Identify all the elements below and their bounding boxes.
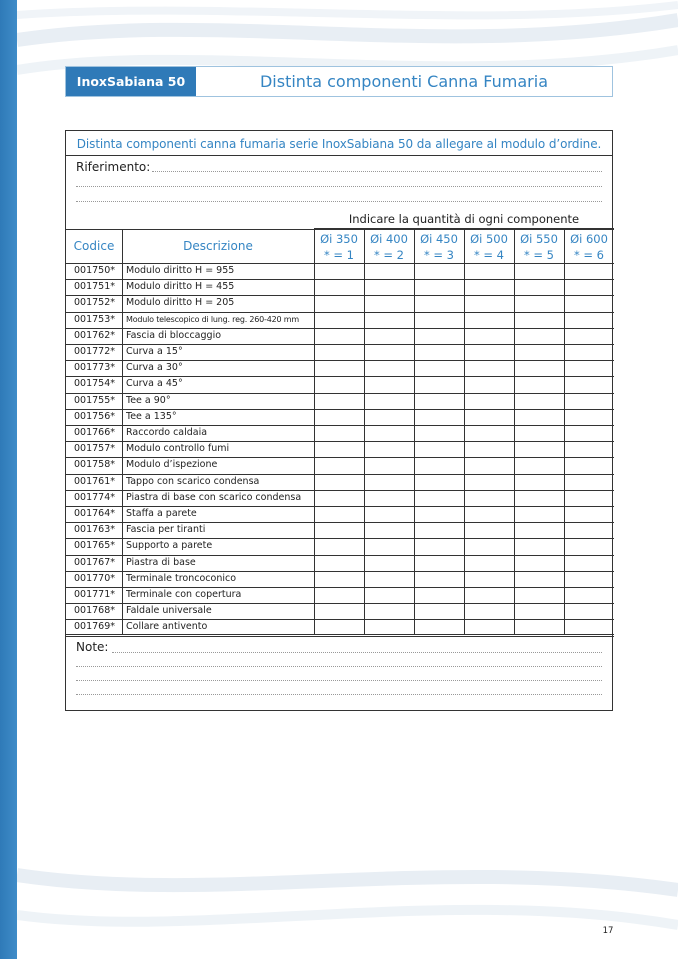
table-row xyxy=(66,295,614,311)
component-code: 001774* xyxy=(74,491,116,503)
quantity-cell[interactable] xyxy=(464,263,514,279)
size-header-diameter: Øi 500 xyxy=(470,232,508,246)
component-code: 001750* xyxy=(74,265,116,276)
quantity-cell[interactable] xyxy=(464,425,514,441)
quantity-cell[interactable] xyxy=(514,393,564,409)
column-divider xyxy=(314,229,315,634)
quantity-cell[interactable] xyxy=(464,441,514,457)
quantity-cell[interactable] xyxy=(364,344,414,360)
table-row xyxy=(66,474,614,490)
component-code: 001768* xyxy=(74,605,116,617)
quantity-cell[interactable] xyxy=(364,409,414,425)
size-header-key: * = 1 xyxy=(323,248,354,262)
form-intro: Distinta componenti canna fumaria serie InoxSabiana 50 da allegare al modulo d’ordine. xyxy=(76,137,602,151)
quantity-cell[interactable] xyxy=(564,619,614,635)
quantity-cell[interactable] xyxy=(514,619,564,635)
background-swoosh-bottom xyxy=(17,845,678,959)
size-column-divider xyxy=(514,229,515,634)
quantity-heading: Indicare la quantità di ogni componente xyxy=(348,212,580,226)
quantity-cell[interactable] xyxy=(414,263,464,279)
quantity-cell[interactable] xyxy=(564,571,614,587)
quantity-cell[interactable] xyxy=(414,425,464,441)
quantity-cell[interactable] xyxy=(564,506,614,522)
table-row xyxy=(66,603,614,619)
quantity-cell[interactable] xyxy=(414,312,464,328)
quantity-cell[interactable] xyxy=(414,538,464,554)
page-header xyxy=(65,66,613,97)
quantity-cell[interactable] xyxy=(364,474,414,490)
quantity-cell[interactable] xyxy=(364,360,414,376)
quantity-cell[interactable] xyxy=(364,425,414,441)
quantity-cell[interactable] xyxy=(314,555,364,571)
column-divider xyxy=(122,229,123,634)
quantity-cell[interactable] xyxy=(564,425,614,441)
table-row xyxy=(66,360,614,376)
component-code: 001765* xyxy=(74,540,116,552)
table-row xyxy=(66,555,614,571)
quantity-cell[interactable] xyxy=(564,393,614,409)
quantity-cell[interactable] xyxy=(464,295,514,311)
component-description: Faldale universale xyxy=(126,605,212,617)
quantity-cell[interactable] xyxy=(564,328,614,344)
quantity-cell[interactable] xyxy=(364,279,414,295)
quantity-cell[interactable] xyxy=(564,312,614,328)
quantity-cell[interactable] xyxy=(314,393,364,409)
quantity-cell[interactable] xyxy=(314,409,364,425)
quantity-cell[interactable] xyxy=(414,279,464,295)
quantity-cell[interactable] xyxy=(314,344,364,360)
quantity-cell[interactable] xyxy=(314,538,364,554)
quantity-cell[interactable] xyxy=(364,555,414,571)
quantity-cell[interactable] xyxy=(464,538,514,554)
size-column-divider xyxy=(564,229,565,634)
component-description: Tappo con scarico condensa xyxy=(126,475,260,487)
quantity-cell[interactable] xyxy=(314,312,364,328)
product-tag: InoxSabiana 50 xyxy=(66,67,196,96)
quantity-cell[interactable] xyxy=(364,506,414,522)
quantity-cell[interactable] xyxy=(314,571,364,587)
component-description: Curva a 15° xyxy=(126,346,183,357)
quantity-cell[interactable] xyxy=(514,328,564,344)
component-description: Modulo diritto H = 955 xyxy=(126,265,235,276)
quantity-cell[interactable] xyxy=(464,490,514,506)
quantity-cell[interactable] xyxy=(314,522,364,538)
reference-input-line[interactable] xyxy=(152,171,602,172)
quantity-cell[interactable] xyxy=(464,344,514,360)
quantity-cell[interactable] xyxy=(564,376,614,392)
quantity-cell[interactable] xyxy=(414,603,464,619)
quantity-cell[interactable] xyxy=(464,555,514,571)
quantity-cell[interactable] xyxy=(314,360,364,376)
size-header-key: * = 6 xyxy=(573,248,604,262)
quantity-cell[interactable] xyxy=(414,490,464,506)
quantity-cell[interactable] xyxy=(414,295,464,311)
column-header-description: Descrizione xyxy=(183,239,253,253)
note-input-line[interactable] xyxy=(76,680,602,681)
row-divider xyxy=(66,636,614,637)
reference-input-line[interactable] xyxy=(76,201,602,202)
table-bottom-border xyxy=(66,634,614,635)
quantity-cell[interactable] xyxy=(514,587,564,603)
quantity-cell[interactable] xyxy=(414,522,464,538)
intro-divider xyxy=(66,155,612,156)
quantity-cell[interactable] xyxy=(514,312,564,328)
order-form xyxy=(65,130,613,711)
quantity-cell[interactable] xyxy=(364,328,414,344)
quantity-cell[interactable] xyxy=(514,603,564,619)
table-row xyxy=(66,490,614,506)
component-description: Piastra di base xyxy=(126,556,196,568)
component-description: Modulo diritto H = 455 xyxy=(126,281,235,293)
page-title: Distinta componenti Canna Fumaria xyxy=(259,72,548,91)
quantity-cell[interactable] xyxy=(364,393,414,409)
quantity-cell[interactable] xyxy=(514,441,564,457)
background-swoosh-top xyxy=(17,0,678,120)
component-code: 001751* xyxy=(74,281,116,293)
quantity-cell[interactable] xyxy=(314,263,364,279)
quantity-cell[interactable] xyxy=(414,360,464,376)
component-code: 001763* xyxy=(74,524,116,536)
quantity-cell[interactable] xyxy=(314,506,364,522)
quantity-cell[interactable] xyxy=(464,619,514,635)
quantity-cell[interactable] xyxy=(464,506,514,522)
size-column-divider xyxy=(414,229,415,634)
component-code: 001769* xyxy=(74,621,116,633)
size-header-key: * = 4 xyxy=(473,248,504,262)
column-header-code: Codice xyxy=(73,239,115,253)
component-description: Modulo controllo fumi xyxy=(126,443,230,455)
table-row xyxy=(66,328,614,344)
quantity-cell[interactable] xyxy=(364,619,414,635)
table-row xyxy=(66,263,614,279)
table-row xyxy=(66,538,614,554)
quantity-cell[interactable] xyxy=(464,328,514,344)
quantity-cell[interactable] xyxy=(414,587,464,603)
quantity-cell[interactable] xyxy=(364,490,414,506)
quantity-cell[interactable] xyxy=(514,425,564,441)
table-row xyxy=(66,376,614,392)
quantity-cell[interactable] xyxy=(564,457,614,473)
table-row xyxy=(66,571,614,587)
quantity-cell[interactable] xyxy=(364,603,414,619)
quantity-cell[interactable] xyxy=(314,603,364,619)
table-row xyxy=(66,522,614,538)
reference-label: Riferimento: xyxy=(76,160,151,174)
component-code: 001767* xyxy=(74,556,116,568)
quantity-cell[interactable] xyxy=(564,295,614,311)
component-description: Fascia di bloccaggio xyxy=(126,329,222,341)
quantity-cell[interactable] xyxy=(414,393,464,409)
quantity-cell[interactable] xyxy=(514,344,564,360)
quantity-cell[interactable] xyxy=(414,409,464,425)
component-code: 001753* xyxy=(74,313,116,325)
table-top-border xyxy=(66,229,614,230)
quantity-cell[interactable] xyxy=(564,360,614,376)
component-code: 001766* xyxy=(74,427,116,438)
quantity-cell[interactable] xyxy=(314,328,364,344)
quantity-cell[interactable] xyxy=(564,603,614,619)
quantity-cell[interactable] xyxy=(564,441,614,457)
quantity-cell[interactable] xyxy=(314,376,364,392)
note-input-line[interactable] xyxy=(112,652,602,653)
component-description: Terminale troncoconico xyxy=(126,572,237,584)
quantity-cell[interactable] xyxy=(514,376,564,392)
component-code: 001772* xyxy=(74,346,116,357)
quantity-cell[interactable] xyxy=(314,619,364,635)
note-input-line[interactable] xyxy=(76,666,602,667)
quantity-cell[interactable] xyxy=(514,522,564,538)
quantity-cell[interactable] xyxy=(514,360,564,376)
table-row xyxy=(66,457,614,473)
quantity-cell[interactable] xyxy=(314,279,364,295)
component-code: 001773* xyxy=(74,362,116,374)
quantity-cell[interactable] xyxy=(464,360,514,376)
quantity-cell[interactable] xyxy=(564,522,614,538)
quantity-cell[interactable] xyxy=(514,474,564,490)
quantity-cell[interactable] xyxy=(414,474,464,490)
size-column-divider xyxy=(464,229,465,634)
quantity-cell[interactable] xyxy=(364,295,414,311)
quantity-cell[interactable] xyxy=(564,279,614,295)
quantity-cell[interactable] xyxy=(564,538,614,554)
table-row xyxy=(66,344,614,360)
quantity-cell[interactable] xyxy=(464,312,514,328)
quantity-cell[interactable] xyxy=(314,474,364,490)
component-code: 001757* xyxy=(74,443,116,455)
size-header-key: * = 2 xyxy=(373,248,404,262)
quantity-cell[interactable] xyxy=(514,409,564,425)
quantity-cell[interactable] xyxy=(464,603,514,619)
quantity-cell[interactable] xyxy=(564,263,614,279)
quantity-cell[interactable] xyxy=(314,490,364,506)
quantity-cell[interactable] xyxy=(464,571,514,587)
table-row xyxy=(66,506,614,522)
quantity-cell[interactable] xyxy=(414,555,464,571)
component-description: Terminale con copertura xyxy=(126,589,242,600)
size-header-diameter: Øi 450 xyxy=(420,232,458,246)
quantity-cell[interactable] xyxy=(564,490,614,506)
table-row xyxy=(66,441,614,457)
table-row xyxy=(66,587,614,603)
note-label: Note: xyxy=(76,640,109,654)
note-input-line[interactable] xyxy=(76,694,602,695)
quantity-cell[interactable] xyxy=(414,344,464,360)
quantity-cell[interactable] xyxy=(514,506,564,522)
quantity-cell[interactable] xyxy=(364,376,414,392)
quantity-cell[interactable] xyxy=(314,457,364,473)
page-number: 17 xyxy=(602,926,614,936)
quantity-cell[interactable] xyxy=(414,571,464,587)
quantity-cell[interactable] xyxy=(564,409,614,425)
component-code: 001771* xyxy=(74,589,116,600)
component-description: Piastra di base con scarico condensa xyxy=(126,491,302,503)
quantity-cell[interactable] xyxy=(314,441,364,457)
quantity-cell[interactable] xyxy=(364,441,414,457)
component-code: 001764* xyxy=(74,508,116,519)
quantity-cell[interactable] xyxy=(414,328,464,344)
component-code: 001755* xyxy=(74,394,116,406)
quantity-cell[interactable] xyxy=(564,587,614,603)
quantity-cell[interactable] xyxy=(464,474,514,490)
quantity-cell[interactable] xyxy=(414,376,464,392)
quantity-cell[interactable] xyxy=(514,279,564,295)
size-header-diameter: Øi 400 xyxy=(370,232,408,246)
quantity-cell[interactable] xyxy=(564,474,614,490)
quantity-cell[interactable] xyxy=(364,312,414,328)
component-description: Modulo telescopico di lung. reg. 260-420 mm xyxy=(126,314,299,324)
component-code: 001758* xyxy=(74,459,116,471)
table-row xyxy=(66,393,614,409)
quantity-cell[interactable] xyxy=(464,409,514,425)
table-row xyxy=(66,279,614,295)
size-header-diameter: Øi 550 xyxy=(520,232,558,246)
component-code: 001770* xyxy=(74,572,116,584)
quantity-cell[interactable] xyxy=(464,376,514,392)
quantity-cell[interactable] xyxy=(314,425,364,441)
quantity-cell[interactable] xyxy=(414,506,464,522)
quantity-cell[interactable] xyxy=(364,538,414,554)
component-description: Collare antivento xyxy=(126,621,208,633)
size-column-divider xyxy=(364,229,365,634)
quantity-cell[interactable] xyxy=(314,295,364,311)
component-code: 001754* xyxy=(74,378,116,390)
quantity-cell[interactable] xyxy=(464,457,514,473)
size-header-diameter: Øi 600 xyxy=(570,232,608,246)
quantity-cell[interactable] xyxy=(564,555,614,571)
quantity-cell[interactable] xyxy=(414,619,464,635)
component-description: Curva a 45° xyxy=(126,378,183,390)
component-description: Tee a 90° xyxy=(126,394,171,406)
component-description: Modulo d’ispezione xyxy=(126,459,218,471)
component-description: Staffa a parete xyxy=(126,508,197,519)
quantity-cell[interactable] xyxy=(514,571,564,587)
reference-input-line[interactable] xyxy=(76,186,602,187)
size-header-diameter: Øi 350 xyxy=(320,232,358,246)
quantity-cell[interactable] xyxy=(364,522,414,538)
table-row xyxy=(66,425,614,441)
component-description: Supporto a parete xyxy=(126,540,213,552)
quantity-cell[interactable] xyxy=(464,522,514,538)
quantity-cell[interactable] xyxy=(514,263,564,279)
quantity-cell[interactable] xyxy=(364,263,414,279)
quantity-cell[interactable] xyxy=(364,587,414,603)
quantity-cell[interactable] xyxy=(514,457,564,473)
quantity-cell[interactable] xyxy=(464,279,514,295)
component-code: 001762* xyxy=(74,329,116,341)
component-code: 001752* xyxy=(74,297,116,309)
quantity-cell[interactable] xyxy=(464,587,514,603)
quantity-cell[interactable] xyxy=(464,393,514,409)
component-description: Raccordo caldaia xyxy=(126,427,208,438)
component-description: Fascia per tiranti xyxy=(126,524,206,536)
quantity-cell[interactable] xyxy=(314,587,364,603)
quantity-cell[interactable] xyxy=(514,555,564,571)
quantity-cell[interactable] xyxy=(564,344,614,360)
quantity-cell[interactable] xyxy=(514,538,564,554)
quantity-cell[interactable] xyxy=(514,490,564,506)
left-accent-bar xyxy=(0,0,17,959)
quantity-cell[interactable] xyxy=(514,295,564,311)
component-code: 001761* xyxy=(74,475,116,487)
quantity-cell[interactable] xyxy=(414,441,464,457)
size-header-key: * = 3 xyxy=(423,248,454,262)
size-header-key: * = 5 xyxy=(523,248,554,262)
component-description: Tee a 135° xyxy=(126,410,177,422)
component-code: 001756* xyxy=(74,410,116,422)
table-row xyxy=(66,312,614,328)
quantity-cell[interactable] xyxy=(364,571,414,587)
quantity-cell[interactable] xyxy=(414,457,464,473)
table-row xyxy=(66,409,614,425)
quantity-cell[interactable] xyxy=(364,457,414,473)
component-description: Curva a 30° xyxy=(126,362,183,374)
component-description: Modulo diritto H = 205 xyxy=(126,297,235,309)
